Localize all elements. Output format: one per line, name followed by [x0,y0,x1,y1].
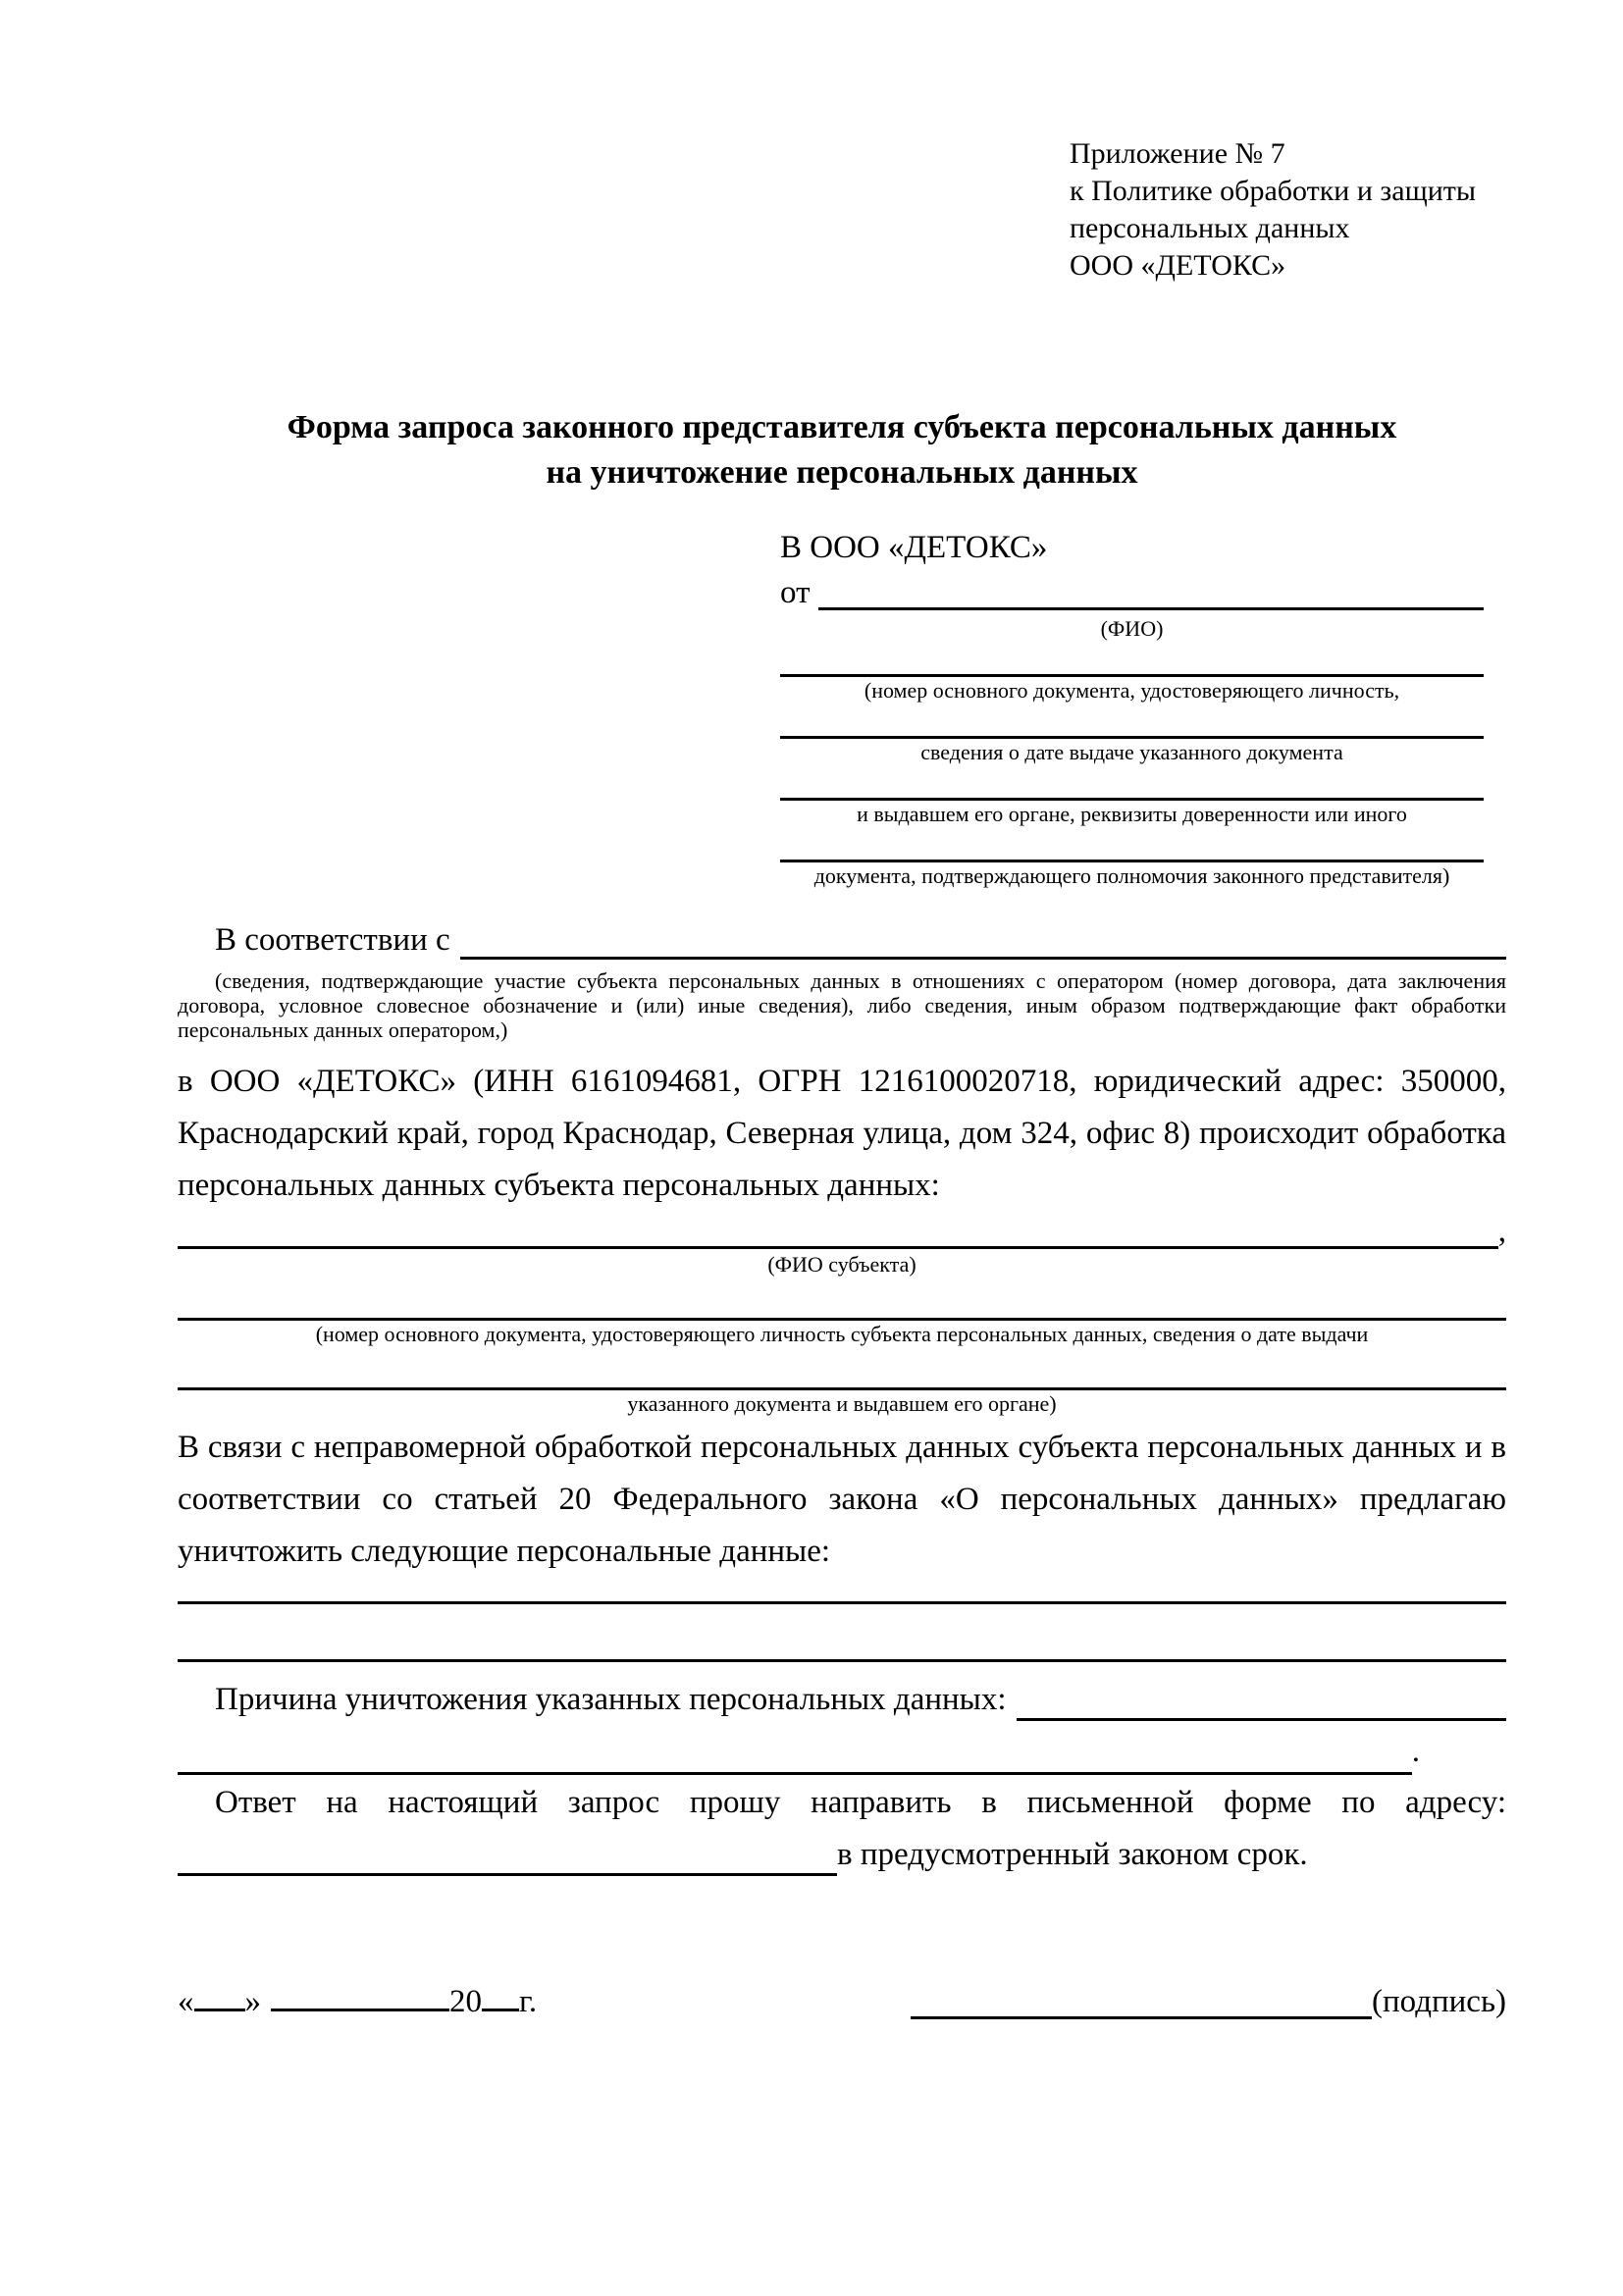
accordance-note: (сведения, подтверждающие участие субъекта персональных данных в отношениях с оператором (номер договора, дата заключения договора, условное словесное обозначение и (или) иные сведения), либо сведения, иным образом подтверждающие факт обработки персональных данных оператором,) [178,968,1506,1042]
signature-block [911,1979,1506,2024]
representative-doc-line-4[interactable] [780,828,1484,862]
answer-tail-text: в предусмотренный законом срок. [837,1837,1308,1872]
quote-close: » [244,1984,261,2019]
reason-row [178,1674,1506,1726]
subject-fio-row [178,1212,1506,1251]
trailing-period: . [1411,1734,1420,1769]
personal-data-list-line-1[interactable] [178,1578,1506,1604]
quote-open: « [178,1984,194,2019]
trailing-comma: , [1497,1214,1506,1249]
representative-name-line[interactable] [818,607,1485,610]
answer-paragraph: Ответ на настоящий запрос прошу направить в письменной форме по адресу: [215,1785,1506,1820]
destruction-paragraph: В связи с неправомерной обработкой персональных данных субъекта персональных данных и в соответствии со статьей 20 Федерального закона «О персональных данных» предлагаю уничтожить следующие персональные данные: [178,1430,1506,1569]
form-title [178,405,1506,496]
from-label: от [780,575,811,610]
doc-caption-4: документа, подтверждающего полномочия законного представителя) [813,863,1450,888]
signature-row [178,1979,1506,2024]
doc-caption-3: и выдавшем его органе, реквизиты доверенности или иного [857,802,1407,826]
date-block [178,1979,537,2024]
from-row [780,570,1484,615]
subject-doc-line-2[interactable] [178,1348,1506,1390]
doc-caption-1: (номер основного документа, удостоверяющего личность, [864,678,1400,703]
subject-fio-line[interactable] [178,1246,1498,1249]
reason-line-2[interactable] [178,1772,1412,1775]
signature-caption: (подпись) [1372,1984,1506,2019]
fio-caption: (ФИО) [1100,616,1164,641]
form-title-line-1: Форма запроса законного представителя субъекта персональных данных [287,409,1397,445]
month-field[interactable] [271,2006,449,2011]
operator-paragraph: в ООО «ДЕТОКС» (ИНН 6161094681, ОГРН 1216100020718, юридический адрес: 350000, Краснодарский край, город Краснодар, Северная улица, дом 324, офис 8) происходит обработка персональных данных субъекта персональных данных: [178,1064,1506,1203]
subject-doc-line-1[interactable] [178,1278,1506,1321]
appendix-block [1070,135,1506,285]
appendix-line-4: ООО «ДЕТОКС» [1070,249,1286,282]
accordance-lead: В соответствии с [215,922,450,958]
representative-doc-line-3[interactable] [780,766,1484,801]
accordance-row [178,915,1506,965]
signature-line[interactable] [911,2016,1372,2019]
reason-line-1[interactable] [1017,1718,1506,1721]
day-field[interactable] [194,2006,245,2011]
personal-data-list-line-2[interactable] [178,1604,1506,1662]
answer-address-line[interactable] [178,1873,837,1876]
appendix-line-1: Приложение № 7 [1070,137,1285,170]
subject-doc-caption-2: указанного документа и выдавшем его органе) [627,1391,1057,1416]
year-suffix: г. [519,1984,538,2019]
doc-caption-2: сведения о дате выдаче указанного документа [920,740,1343,764]
subject-doc-caption-1: (номер основного документа, удостоверяющего личность субъекта персональных данных, сведения о дате выдачи [315,1322,1369,1346]
reason-continuation-row [178,1726,1506,1777]
form-title-line-2: на уничтожение персональных данных [546,454,1138,491]
representative-doc-line-1[interactable] [780,643,1484,677]
representative-doc-line-2[interactable] [780,704,1484,739]
addressee-block [780,525,1484,890]
addressee-to: В ООО «ДЕТОКС» [780,530,1048,565]
year-prefix: 20 [449,1984,482,2019]
year-field[interactable] [482,2006,519,2011]
subject-fio-caption: (ФИО субъекта) [767,1252,916,1277]
appendix-line-2: к Политике обработки и защиты [1070,175,1477,207]
accordance-basis-line[interactable] [460,957,1506,960]
reason-lead: Причина уничтожения указанных персональных данных: [215,1682,1007,1717]
appendix-line-3: персональных данных [1070,212,1350,244]
answer-tail-row [178,1829,1506,1881]
